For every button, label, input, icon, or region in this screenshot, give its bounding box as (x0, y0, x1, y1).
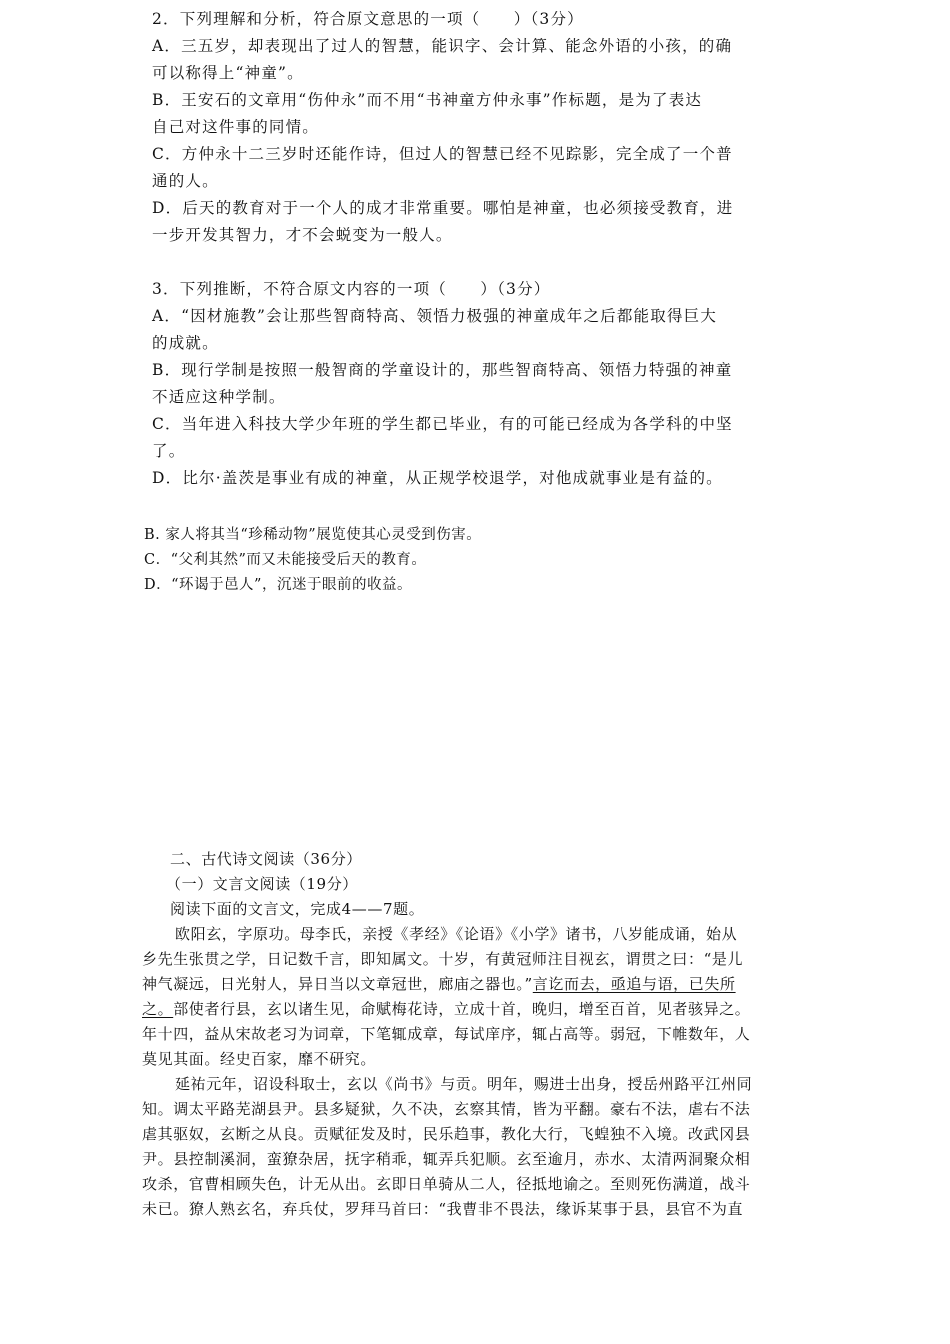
q2-option-b-line1: B．王安石的文章用“伤仲永”而不用“书神童方仲永事”作标题，是为了表达 (152, 91, 703, 109)
passage-text: 部使者行县，玄以诸生见，命赋梅花诗，立成十首，晚归，增至百首，见者骇异之。 (173, 1000, 751, 1018)
passage-p2-line2: 知。调太平路芜湖县尹。县多疑狱，久不决，玄察其情，皆为平翻。豪右不法，虐右不法 (142, 1100, 751, 1118)
passage-p1-line3 (142, 973, 736, 995)
q2-option-a-line1: A．三五岁，却表现出了过人的智慧，能识字、会计算、能念外语的小孩，的确 (152, 37, 733, 55)
subsection-heading: （一）文言文阅读（19分） (166, 875, 358, 893)
underlined-sentence-end: 之。 (142, 1000, 174, 1018)
section-heading: 二、古代诗文阅读（36分） (170, 850, 362, 868)
extra-option-c: C．“父利其然”而又未能接受后天的教育。 (144, 552, 427, 568)
q3-option-d-line1: D．比尔·盖茨是事业有成的神童，从正规学校退学，对他成就事业是有益的。 (152, 469, 723, 487)
q3-option-a-line2: 的成就。 (152, 334, 219, 352)
passage-p1-line6: 莫见其面。经史百家，靡不研究。 (142, 1050, 377, 1068)
q2-option-c-line2: 通的人。 (152, 172, 219, 190)
passage-text: 神气凝远，日光射人，异日当以文章冠世，廊庙之器也。” (142, 975, 533, 993)
q2-option-b-line2: 自己对这件事的同情。 (152, 118, 320, 136)
q3-option-a-line1: A．“因材施教”会让那些智商特高、领悟力极强的神童成年之后都能取得巨大 (152, 307, 718, 325)
passage-p1-line5: 年十四，益从宋故老习为词章，下笔辄成章，每试庠序，辄占高等。弱冠，下帷数年，人 (142, 1025, 751, 1043)
q3-option-c-line1: C．当年进入科技大学少年班的学生都已毕业，有的可能已经成为各学科的中坚 (152, 415, 733, 433)
q3-option-b-line2: 不适应这种学制。 (152, 388, 286, 406)
underlined-sentence: 言讫而去，亟追与语，已失所 (532, 975, 736, 993)
passage-p1-line4 (142, 998, 750, 1020)
passage-p2-line5: 攻杀，官曹相顾失色，计无从出。玄即日单骑从二人，径抵地谕之。至则死伤满道，战斗 (142, 1175, 751, 1193)
passage-p2-line1: 延祐元年，诏设科取士，玄以《尚书》与贡。明年，赐进士出身，授岳州路平江州同 (175, 1075, 753, 1093)
passage-p1-line1: 欧阳玄，字原功。母李氏，亲授《孝经》《论语》《小学》诸书，八岁能成诵，始从 (175, 925, 738, 943)
q3-stem: 3．下列推断，不符合原文内容的一项（ ）（3分） (152, 280, 551, 298)
passage-p2-line4: 尹。县控制溪洞，蛮獠杂居，抚字稍乖，辄弄兵犯顺。玄至逾月，赤水、太清两洞聚众相 (142, 1150, 751, 1168)
passage-p1-line2: 乡先生张贯之学，日记数千言，即知属文。十岁，有黄冠师注目视玄，谓贯之曰：“是儿 (142, 950, 744, 968)
q2-option-d-line2: 一步开发其智力，才不会蜕变为一般人。 (152, 226, 453, 244)
q3-option-c-line2: 了。 (152, 442, 186, 460)
extra-option-d: D．“环谒于邑人”，沉迷于眼前的收益。 (144, 577, 412, 593)
q2-option-c-line1: C．方仲永十二三岁时还能作诗，但过人的智慧已经不见踪影，完全成了一个普 (152, 145, 733, 163)
passage-p2-line3: 虐其驱奴，玄断之从良。贡赋征发及时，民乐趋事，教化大行，飞蝗独不入境。改武冈县 (142, 1125, 751, 1143)
q3-option-b-line1: B．现行学制是按照一般智商的学童设计的，那些智商特高、领悟力特强的神童 (152, 361, 733, 379)
q2-option-a-line2: 可以称得上“神童”。 (152, 64, 304, 82)
q2-stem: 2．下列理解和分析，符合原文意思的一项（ ）（3分） (152, 10, 584, 28)
passage-p2-line6: 未已。獠人熟玄名，弃兵仗，罗拜马首曰：“我曹非不畏法，缘诉某事于县，县官不为直 (142, 1200, 744, 1218)
q2-option-d-line1: D．后天的教育对于一个人的成才非常重要。哪怕是神童，也必须接受教育，进 (152, 199, 734, 217)
reading-instruction: 阅读下面的文言文，完成4——7题。 (170, 900, 425, 918)
extra-option-b: B. 家人将其当“珍稀动物”展览使其心灵受到伤害。 (144, 527, 482, 543)
